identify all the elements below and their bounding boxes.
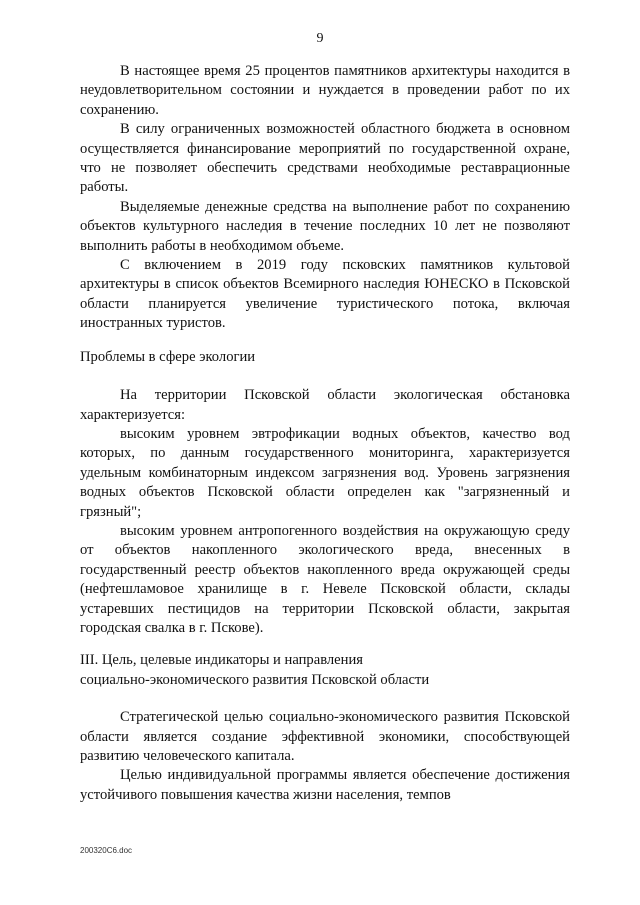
paragraph: Целью индивидуальной программы является обеспечение достижения устойчивого повышения качества жизни населения, темпов (80, 767, 570, 803)
section-heading-ecology: Проблемы в сфере экологии (80, 348, 256, 365)
paragraph: высоким уровнем эвтрофикации водных объектов, качество вод которых, по данным государственного мониторинга, характеризуется удельным комбинаторным индексом загрязнения вод. Уровень загрязнения водных объектов Псковской области определен как "загрязненный и грязный"; (80, 425, 570, 520)
paragraph: В силу ограниченных возможностей областного бюджета в основном осуществляется финансирование мероприятий по государственной охране, что не позволяет обеспечить средствами необходимые реставрационные работы. (80, 121, 570, 196)
section-heading-line: III. Цель, целевые индикаторы и направления (80, 652, 363, 669)
page-number: 9 (316, 31, 324, 46)
paragraph: В настоящее время 25 процентов памятников архитектуры находится в неудовлетворительном состоянии и нуждается в проведении работ по их сохранению. (80, 63, 570, 118)
paragraph: На территории Псковской области экологическая обстановка характеризуется: (80, 387, 570, 423)
section-heading-line: социально-экономического развития Псковской области (80, 671, 430, 688)
paragraph: высоким уровнем антропогенного воздействия на окружающую среду от объектов накопленного экологического вреда, внесенных в государственный реестр объектов накопленного вреда окружающей среды (нефтешламовое хранилище в г. Невеле Псковской области, склады устаревших пестицидов на территории Псковской области, закрытая городская свалка в г. Пскове). (80, 522, 570, 636)
section-heading-goals (80, 651, 570, 690)
file-name-footer: 200320С6.doc (80, 846, 133, 855)
paragraph: С включением в 2019 году псковских памятников культовой архитектуры в список объектов Всемирного наследия ЮНЕСКО в Псковской области планируется увеличение туристического потока, включая иностранных туристов. (80, 257, 570, 332)
document-body (80, 62, 570, 805)
paragraph: Стратегической целью социально-экономического развития Псковской области является создание эффективной экономики, способствующей развитию человеческого капитала. (80, 709, 570, 764)
paragraph: Выделяемые денежные средства на выполнение работ по сохранению объектов культурного наследия в течение последних 10 лет не позволяют выполнить работы в необходимом объеме. (80, 198, 570, 254)
